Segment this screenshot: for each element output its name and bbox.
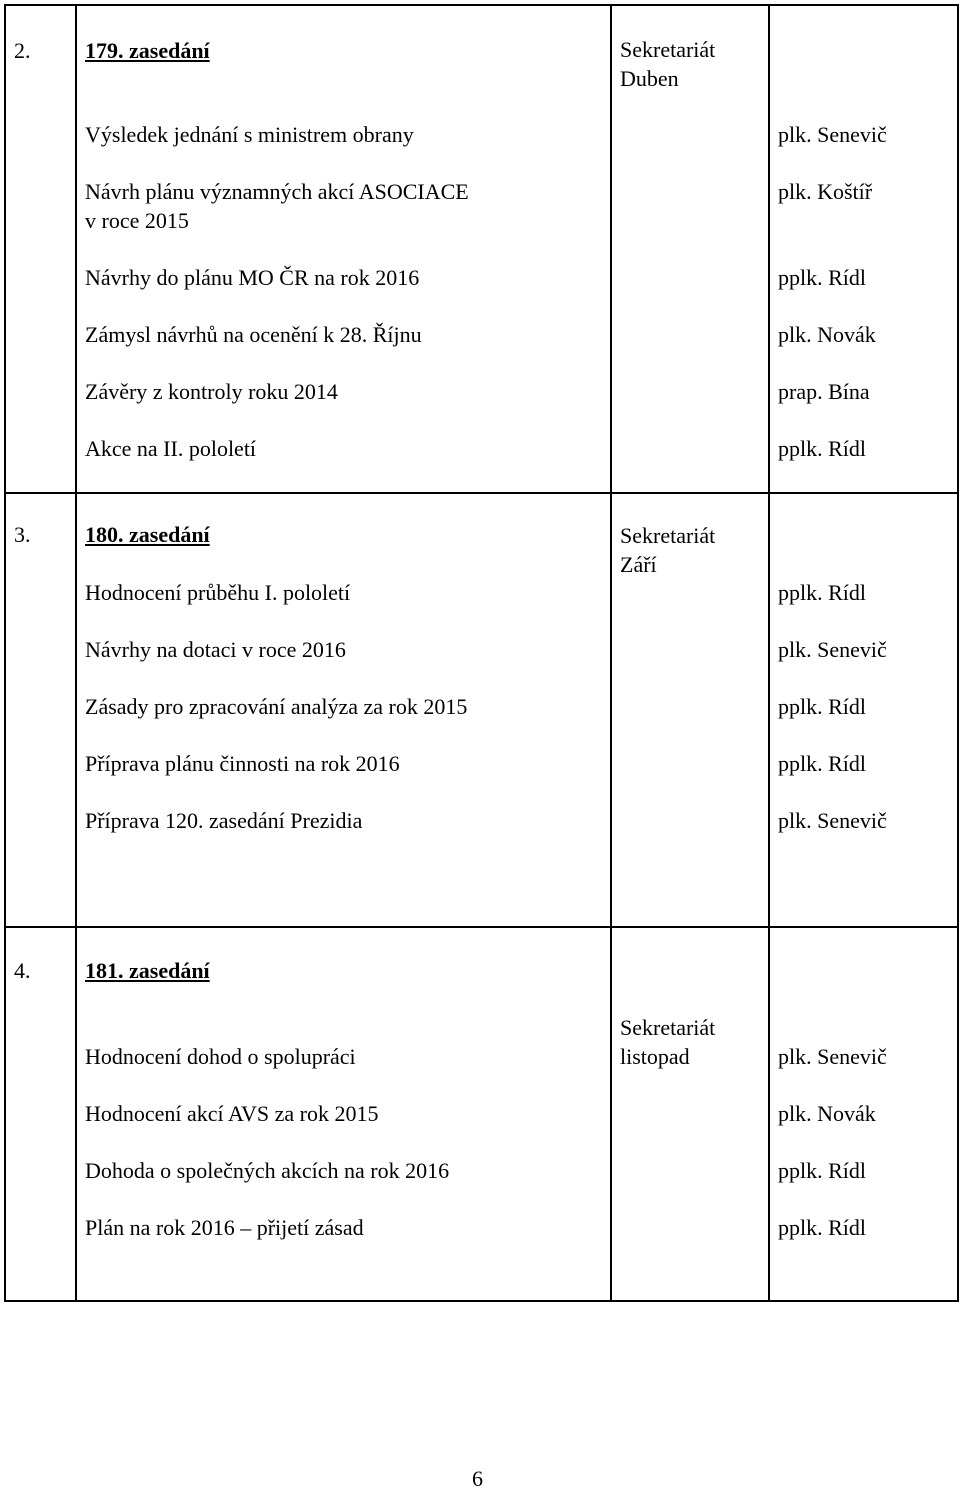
row-number-cell <box>5 493 76 927</box>
meeting-plan-table <box>4 4 959 1302</box>
row-number-cell <box>5 927 76 1301</box>
department-name: Sekretariát <box>620 523 716 548</box>
agenda-item: Hodnocení průběhu I. pololetí <box>85 580 351 605</box>
meeting-month: listopad <box>620 1044 690 1069</box>
meeting-month: Duben <box>620 66 679 91</box>
meeting-month: Září <box>620 552 657 577</box>
department-name: Sekretariát <box>620 37 716 62</box>
agenda-item: Návrhy na dotaci v roce 2016 <box>85 637 346 662</box>
agenda-item: Dohoda o společných akcích na rok 2016 <box>85 1158 450 1183</box>
responsible-person: pplk. Rídl <box>778 694 867 719</box>
meeting-title: 181. zasedání <box>85 958 210 983</box>
row-number: 2. <box>14 38 31 63</box>
page-number: 6 <box>472 1466 483 1491</box>
agenda-item: Příprava 120. zasedání Prezidia <box>85 808 363 833</box>
agenda-cell <box>76 927 611 1301</box>
responsible-person: pplk. Rídl <box>778 436 867 461</box>
agenda-item: Akce na II. pololetí <box>85 436 257 461</box>
agenda-item: Hodnocení dohod o spolupráci <box>85 1044 356 1069</box>
responsible-person: plk. Senevič <box>778 122 887 147</box>
department-name: Sekretariát <box>620 1015 716 1040</box>
agenda-item: Zásady pro zpracování analýza za rok 2015 <box>85 694 468 719</box>
responsible-person: pplk. Rídl <box>778 265 867 290</box>
responsible-person: plk. Senevič <box>778 1044 887 1069</box>
responsible-person: plk. Senevič <box>778 808 887 833</box>
department-cell <box>611 493 769 927</box>
responsible-cell <box>769 493 958 927</box>
agenda-cell <box>76 493 611 927</box>
department-cell <box>611 5 769 493</box>
responsible-person: pplk. Rídl <box>778 580 867 605</box>
department-cell <box>611 927 769 1301</box>
agenda-item: Návrhy do plánu MO ČR na rok 2016 <box>85 265 420 290</box>
agenda-item: Návrh plánu významných akcí ASOCIACE <box>85 179 469 204</box>
meeting-title: 180. zasedání <box>85 522 210 547</box>
responsible-person: plk. Senevič <box>778 637 887 662</box>
agenda-item: Hodnocení akcí AVS za rok 2015 <box>85 1101 379 1126</box>
row-number-cell <box>5 5 76 493</box>
table-row <box>5 927 958 1301</box>
responsible-person: plk. Koštíř <box>778 179 873 204</box>
responsible-cell <box>769 5 958 493</box>
responsible-person: plk. Novák <box>778 322 876 347</box>
responsible-cell <box>769 927 958 1301</box>
agenda-cell <box>76 5 611 493</box>
agenda-item: Výsledek jednání s ministrem obrany <box>85 122 414 147</box>
agenda-item: Plán na rok 2016 – přijetí zásad <box>85 1215 364 1240</box>
responsible-person: pplk. Rídl <box>778 1215 867 1240</box>
responsible-person: plk. Novák <box>778 1101 876 1126</box>
table-row <box>5 493 958 927</box>
agenda-item: v roce 2015 <box>85 208 189 233</box>
responsible-person: pplk. Rídl <box>778 1158 867 1183</box>
agenda-item: Závěry z kontroly roku 2014 <box>85 379 338 404</box>
table-row <box>5 5 958 493</box>
meeting-title: 179. zasedání <box>85 38 210 63</box>
row-number: 4. <box>14 958 31 983</box>
agenda-item: Zámysl návrhů na ocenění k 28. Říjnu <box>85 322 422 347</box>
responsible-person: prap. Bína <box>778 379 870 404</box>
responsible-person: pplk. Rídl <box>778 751 867 776</box>
agenda-item: Příprava plánu činnosti na rok 2016 <box>85 751 400 776</box>
row-number: 3. <box>14 522 31 547</box>
